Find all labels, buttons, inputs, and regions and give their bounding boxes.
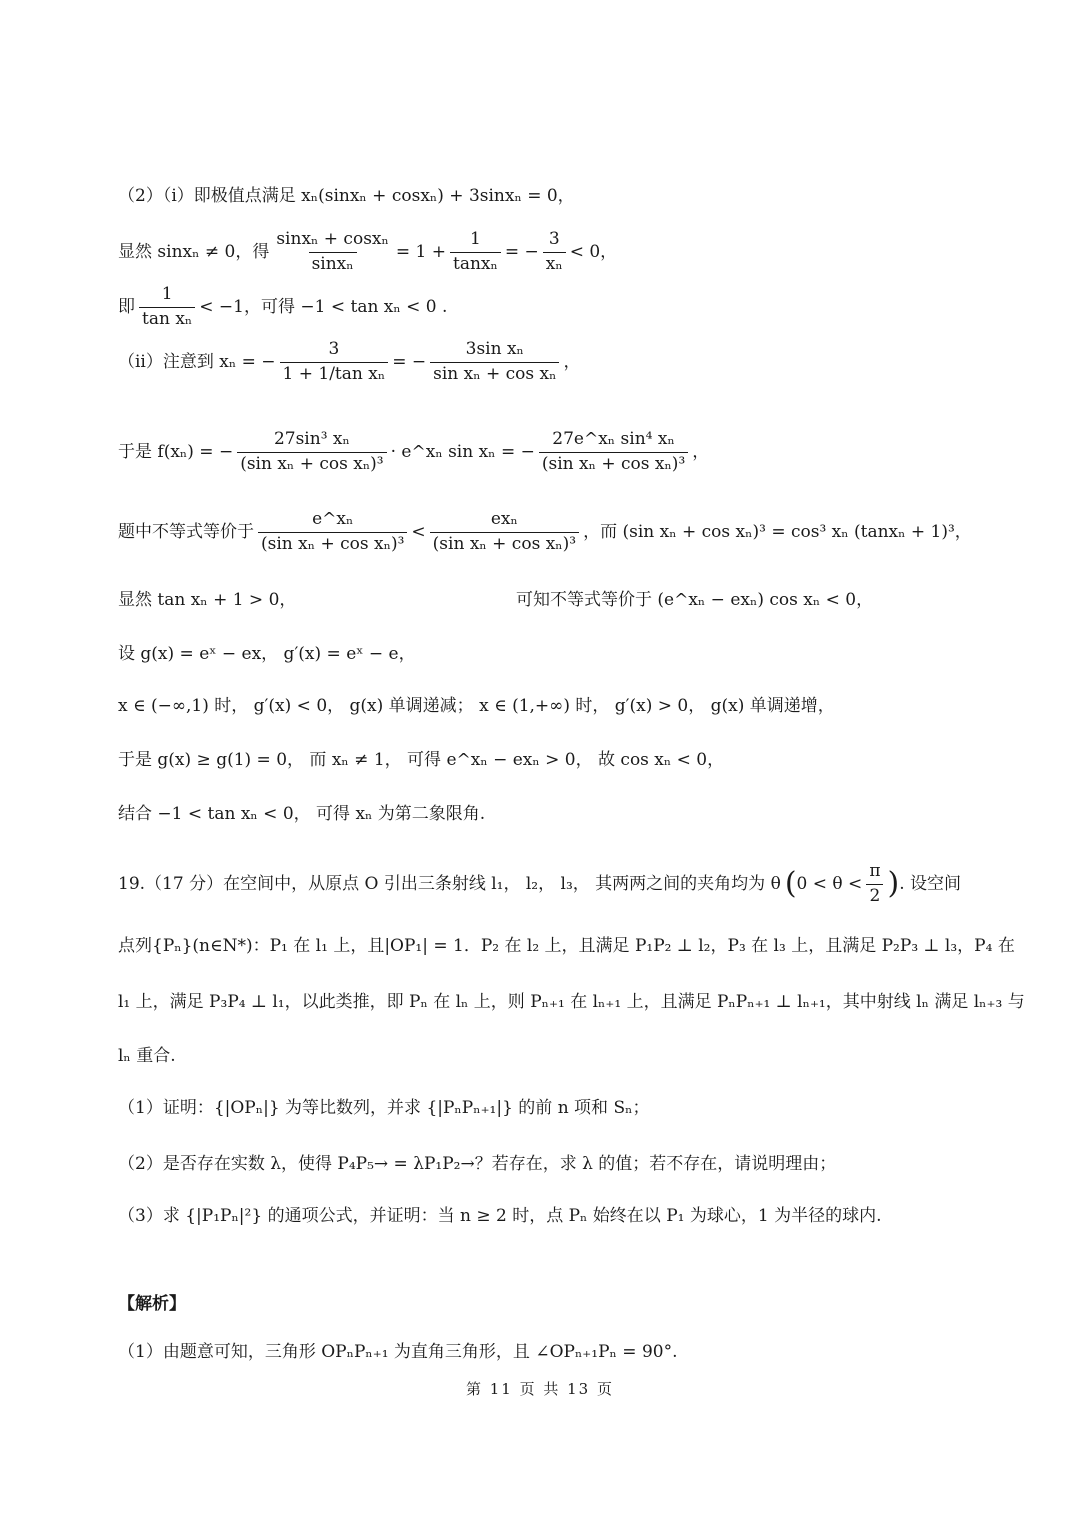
numerator: e^xₙ [312,509,354,529]
text: 19.（17 分）在空间中，从原点 O 引出三条射线 l₁， l₂， l₃， 其两两之间的夹角均为 θ [118,873,781,894]
part2-line-tan-range [118,285,447,329]
numerator: 3 [328,339,340,359]
text: < −1，可得 −1 < tan xₙ < 0 . [199,296,448,317]
denominator: xₙ [543,252,566,275]
fraction [237,430,386,474]
page-footer: 第 11 页 共 13 页 [465,1380,614,1398]
part2-i-heading: （2）（i）即极值点满足 xₙ(sinxₙ + cosxₙ) + 3sinxₙ = 0， [118,186,575,206]
q19-subquestion-2: （2）是否存在实数 λ，使得 P₄P₅→ = λP₁P₂→？若存在，求 λ 的值；若不存在，请说明理由； [118,1154,837,1174]
text: = 1 + [395,241,446,262]
text: = − [392,351,427,372]
fraction [450,230,501,274]
numerator: π [869,861,881,881]
text: 显然 sinxₙ ≠ 0，得 [118,241,270,262]
denominator: sinxₙ [309,252,357,275]
fraction [258,510,407,554]
text: ， [563,351,581,372]
text: 于是 f(xₙ) = − [118,441,234,462]
part2-conclusion: 结合 −1 < tan xₙ < 0， 可得 xₙ 为第二象限角. [118,804,486,824]
denominator: (sin xₙ + cos xₙ)³ [430,532,579,555]
denominator: (sin xₙ + cos xₙ)³ [258,532,407,555]
part2-f-line [118,430,709,474]
numerator: sinxₙ + cosxₙ [276,229,389,249]
text: （ii）注意到 xₙ = − [118,351,276,372]
text: 题中不等式等价于 [118,521,254,542]
analysis-line1: （1）由题意可知，三角形 OPₙPₙ₊₁ 为直角三角形，且 ∠OPₙ₊₁Pₙ = 90°. [118,1342,678,1362]
fraction [539,430,688,474]
part2-ii-line [118,340,580,384]
paren-open: ( [784,866,797,902]
numerator: 27e^xₙ sin⁴ xₙ [552,429,675,449]
fraction [430,510,579,554]
numerator: 1 [161,284,173,304]
numerator: 27sin³ xₙ [273,429,350,449]
numerator: 3 [548,229,560,249]
q19-line4: lₙ 重合. [118,1046,176,1066]
denominator: tan xₙ [139,307,195,330]
q19-line2: 点列{Pₙ}(n∈N*)：P₁ 在 l₁ 上，且|OP₁| = 1．P₂ 在 l₂ 上，且满足 P₁P₂ ⊥ l₂，P₃ 在 l₃ 上，且满足 P₂P₃ ⊥ l₃，P₄ 在 [118,936,1015,956]
text: < [411,521,426,542]
fraction [280,340,389,384]
text: ， [692,441,710,462]
part2-tan-positive-left: 显然 tan xₙ + 1 > 0， [118,590,297,610]
text: ，而 (sin xₙ + cos xₙ)³ = cos³ xₙ (tanxₙ + 1)³， [583,521,972,542]
numerator: exₙ [490,509,518,529]
denominator: tanxₙ [450,252,501,275]
part2-g-monotonicity: x ∈ (−∞,1) 时， g′(x) < 0， g(x) 单调递减； x ∈ (1,+∞) 时， g′(x) > 0， g(x) 单调递增， [118,696,835,716]
q19-subquestion-1: （1）证明：{|OPₙ|} 为等比数列，并求 {|PₙPₙ₊₁|} 的前 n 项和 Sₙ； [118,1098,650,1118]
part2-inequality-line [118,510,972,554]
denominator: sin xₙ + cos xₙ [430,362,559,385]
numerator: 3sin xₙ [465,339,524,359]
numerator: 1 [470,229,481,249]
denominator: 1 + 1/tan xₙ [280,362,389,385]
denominator: 2 [866,884,883,907]
fraction [866,862,883,906]
analysis-heading: 【解析】 [118,1294,186,1314]
text: < 0， [569,241,618,262]
part2-line-sin-ratio [118,230,617,274]
denominator: (sin xₙ + cos xₙ)³ [237,452,386,475]
text: 0 < θ < [796,873,863,894]
text: 即 [118,296,135,317]
fraction [543,230,566,274]
fraction [139,285,195,329]
q19-line3: l₁ 上，满足 P₃P₄ ⊥ l₁，以此类推，即 Pₙ 在 lₙ 上，则 Pₙ₊₁ 在 lₙ₊₁ 上，且满足 PₙPₙ₊₁ ⊥ lₙ₊₁，其中射线 lₙ 满足 lₙ₊₃ 与 [118,992,1025,1012]
part2-g-minimum: 于是 g(x) ≥ g(1) = 0， 而 xₙ ≠ 1， 可得 e^xₙ − exₙ > 0， 故 cos xₙ < 0， [118,750,725,770]
q19-line1 [118,862,961,906]
text: · e^xₙ sin xₙ = − [390,441,535,462]
fraction [273,230,392,274]
text: . 设空间 [899,873,962,894]
part2-g-definition: 设 g(x) = eˣ − ex， g′(x) = eˣ − e， [118,644,416,664]
q19-subquestion-3: （3）求 {|P₁Pₙ|²} 的通项公式，并证明：当 n ≥ 2 时，点 Pₙ 始终在以 P₁ 为球心，1 为半径的球内. [118,1206,882,1226]
text: = − [504,241,539,262]
paren-close: ) [887,866,900,902]
denominator: (sin xₙ + cos xₙ)³ [539,452,688,475]
part2-tan-positive-right: 可知不等式等价于 (e^xₙ − exₙ) cos xₙ < 0， [516,590,874,610]
fraction [430,340,559,384]
